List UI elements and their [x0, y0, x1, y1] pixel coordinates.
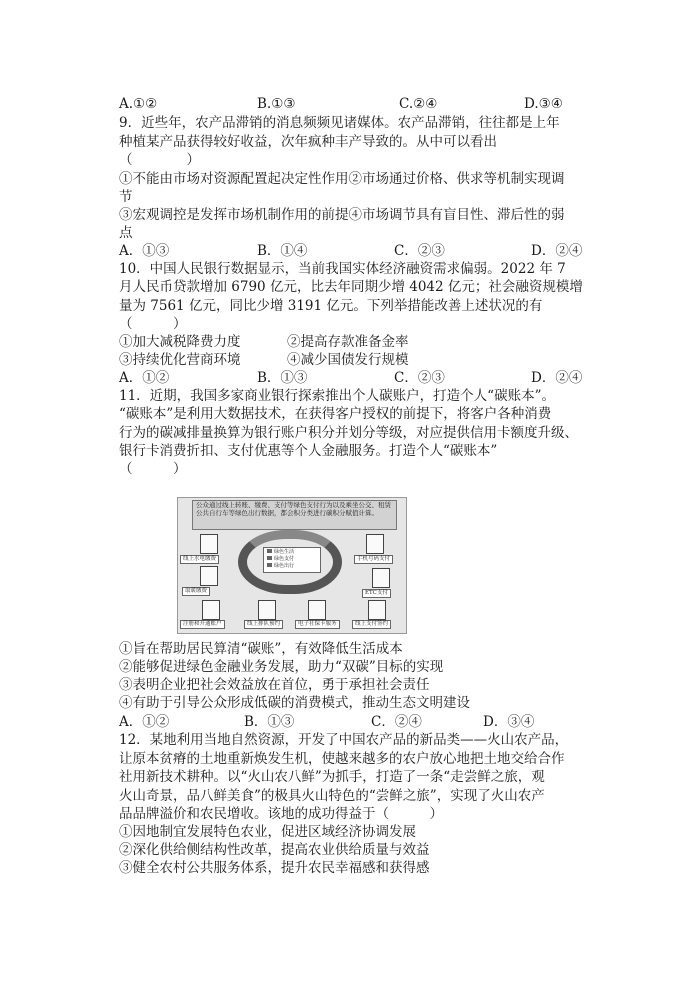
- q11-item-line: ②能够促进绿色金融业务发展，助力“双碳”目标的实现: [119, 659, 444, 675]
- q9-item-line: 点: [119, 225, 133, 241]
- q9-options: [119, 242, 589, 260]
- q10-option-c: C．②③: [394, 370, 445, 386]
- q12-item-line: ②深化供给侧结构性改革，提高农业供给质量与效益: [119, 842, 430, 858]
- q9-item-line: ③宏观调控是发挥市场机制作用的前提④市场调节具有盲目性、滞后性的弱: [119, 207, 565, 223]
- q10-option-d: D．②④: [531, 370, 583, 386]
- q9-item-line: 节: [119, 189, 133, 205]
- q11-item-line: ④有助于引导公众形成低碳的消费模式，推动生态文明建设: [119, 695, 470, 711]
- q10-item: ④减少国债发行规模: [287, 352, 409, 368]
- q9-stem-line: 种植某产品获得较好收益，次年疯种丰产导致的。从中可以看出: [119, 134, 497, 150]
- q11-item-line: ①旨在帮助居民算清“碳账”，有效降低生活成本: [119, 641, 403, 657]
- q8-option-c: C.②④: [399, 96, 438, 112]
- q11-stem-line: “碳账本”是利用大数据技术，在获得客户授权的前提下，将客户各种消费: [119, 406, 552, 422]
- q9-option-c: C．②③: [394, 243, 445, 259]
- q12-item-line: ③健全农村公共服务体系，提升农民幸福感和获得感: [119, 860, 430, 876]
- q10-stem-line: 量为 7561 亿元，同比少增 3191 亿元。下列举措能改善上述状况的有: [119, 298, 543, 314]
- q10-item: ②提高存款准备金率: [287, 334, 409, 350]
- q10-item: ①加大减税降费力度: [119, 334, 241, 350]
- q11-option-b: B．①③: [244, 714, 295, 730]
- document-icon: [200, 534, 218, 554]
- q9-option-d: D．②④: [531, 243, 583, 259]
- q9-option-b: B．①④: [257, 243, 308, 259]
- q11-stem-line: 银行卡消费折扣、支付优惠等个人金融服务。打造个人“碳账本”: [119, 443, 498, 459]
- q11-option-a: A．①②: [119, 714, 170, 730]
- q10-item: ③持续优化营商环境: [119, 352, 241, 368]
- q10-stem-line: 10．中国人民银行数据显示，当前我国实体经济融资需求偏弱。2022 年 7: [119, 261, 566, 277]
- etc-card-icon: [372, 568, 390, 588]
- figure-label: 注册和开通账户: [180, 620, 225, 629]
- figure-label: 电子社保卡服务: [295, 620, 340, 629]
- q10-option-a: A．①②: [119, 370, 170, 386]
- q9-answer-blank: （ ）: [119, 152, 200, 168]
- q11-item-line: ③表明企业把社会效益放在首位，勇于承担社会责任: [119, 677, 430, 693]
- q11-option-d: D．③④: [483, 714, 535, 730]
- q8-option-a: A.①②: [119, 96, 158, 112]
- q11-answer-blank: （ ）: [119, 461, 187, 477]
- q9-option-a: A．①③: [119, 243, 170, 259]
- q10-answer-blank: （ ）: [119, 316, 187, 332]
- q10-stem-line: 月人民币贷款增加 6790 亿元，比去年同期少增 4042 亿元；社会融资规模增: [119, 279, 583, 295]
- document-icon: [368, 600, 386, 620]
- q12-stem-line: 12．某地利用当地自然资源，开发了中国农产品的新品类——火山农产品，: [119, 732, 569, 748]
- q12-stem-line: 让原本贫瘠的土地重新焕发生机，使越来越多的农户放心地把土地交给合作: [119, 751, 565, 767]
- q8-options: [119, 95, 589, 113]
- q12-stem-line: 火山奇景，品八鲜美食”的极具火山特色的“尝鲜之旅”，实现了火山农产: [119, 788, 545, 804]
- figure-label: 手机号码支付: [354, 555, 393, 564]
- q11-options: [119, 713, 589, 731]
- q11-option-c: C．②④: [371, 714, 422, 730]
- document-icon: [366, 534, 384, 554]
- q8-option-b: B.①③: [257, 96, 296, 112]
- q12-item-line: ①因地制宜发展特色农业，促进区域经济协调发展: [119, 824, 416, 840]
- figure-label: 线上水电缴费: [180, 555, 219, 564]
- legend-item: 绿色生活: [267, 549, 317, 556]
- carbon-ledger-figure: [177, 497, 407, 634]
- q8-option-d: D.③④: [524, 96, 563, 112]
- document-icon: [202, 600, 220, 620]
- figure-label: 线上支付签约: [352, 620, 391, 629]
- q9-item-line: ①不能由市场对资源配置起决定性作用②市场通过价格、供求等机制实现调: [119, 171, 565, 187]
- legend-item: 绿色支付: [267, 556, 317, 563]
- figure-legend: [263, 547, 321, 573]
- building-icon: [258, 600, 276, 620]
- card-icon: [308, 600, 326, 620]
- q10-option-b: B．①③: [257, 370, 308, 386]
- legend-item: 绿色出行: [267, 563, 317, 570]
- figure-label: 取暖缴费: [182, 587, 210, 596]
- q11-stem-line: 11．近期，我国多家商业银行探索推出个人碳账户，打造个人“碳账本”。: [119, 388, 555, 404]
- figure-label: 线上排队预约: [244, 620, 283, 629]
- q12-stem-line: 社用新技术耕种。以“火山农八鲜”为抓手，打造了一条“走尝鲜之旅，观: [119, 769, 545, 785]
- figure-label: ETC支付: [362, 589, 391, 598]
- q12-stem-line: 品品牌溢价和农民增收。该地的成功得益于（ ）: [119, 806, 443, 822]
- document-icon: [200, 566, 218, 586]
- figure-caption: 公众通过线上转账、缴费、支付等绿色支付行为以及乘坐公交、租赁公共自行车等绿色出行数据，都会积分类进行碳积分赋值计算。: [192, 500, 397, 530]
- q9-stem-line: 9．近些年，农产品滞销的消息频频见诸媒体。农产品滞销，往往都是上年: [119, 115, 560, 131]
- q11-stem-line: 行为的碳减排量换算为银行账户积分并划分等级，对应提供信用卡额度升级、: [119, 425, 578, 441]
- q10-options: [119, 369, 589, 387]
